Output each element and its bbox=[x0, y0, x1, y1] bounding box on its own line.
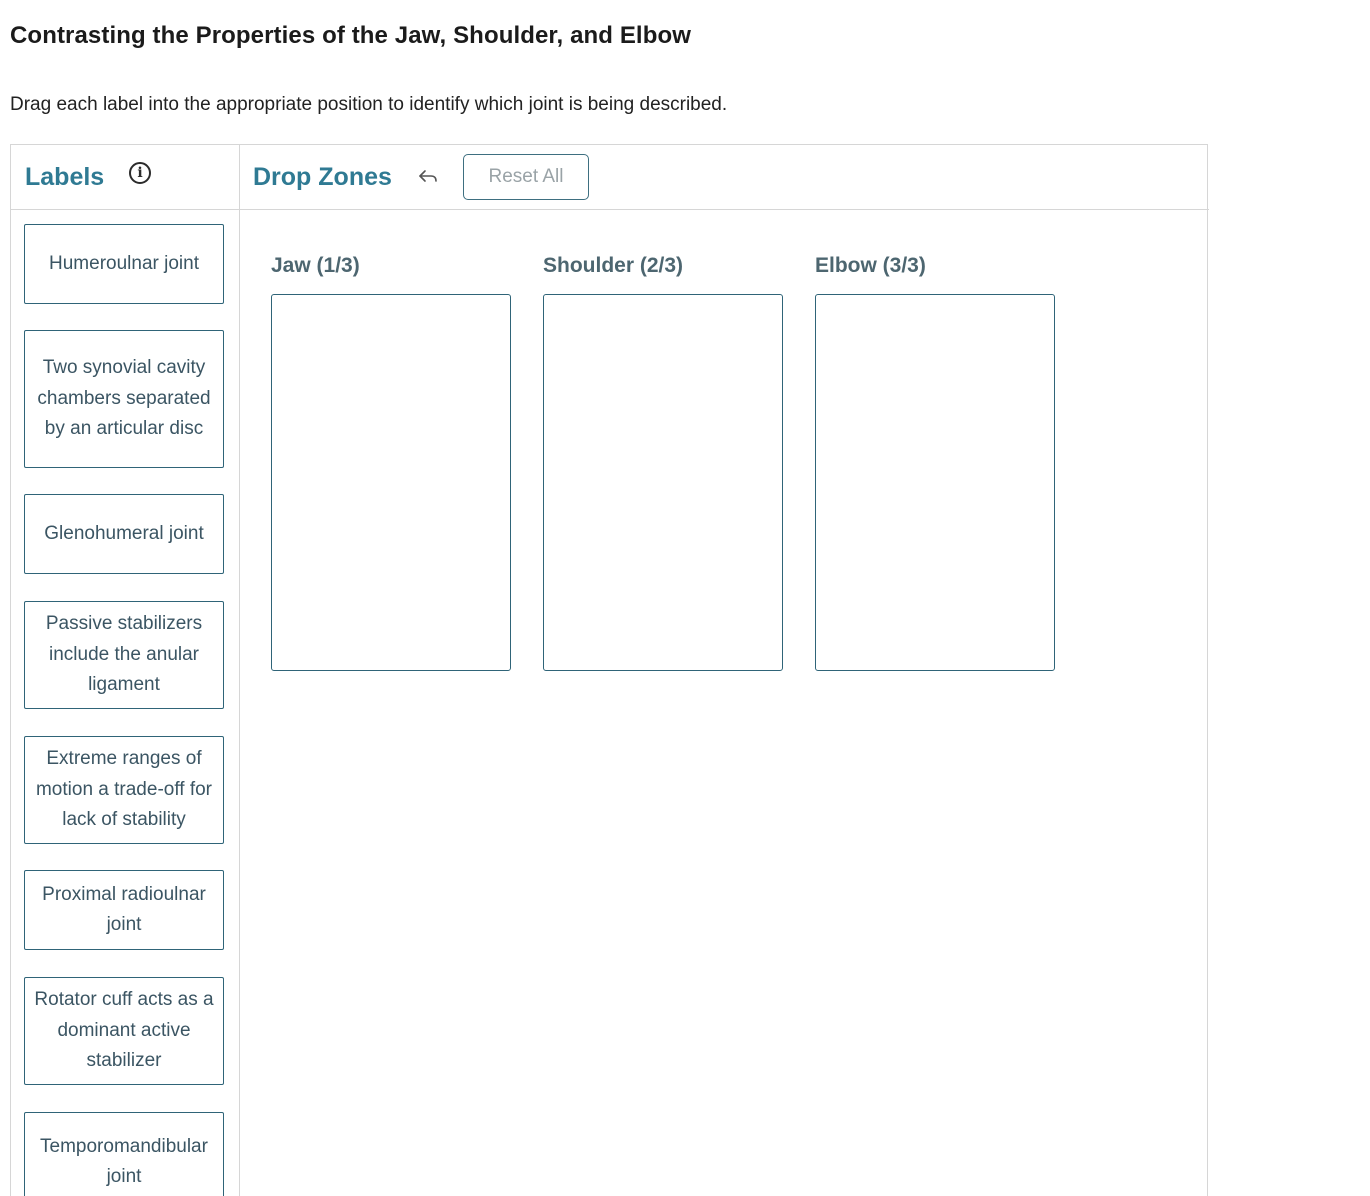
label-rotator-cuff[interactable]: Rotator cuff acts as a dominant active stabilizer bbox=[24, 977, 224, 1085]
page-title: Contrasting the Properties of the Jaw, Shoulder, and Elbow bbox=[10, 22, 691, 49]
info-icon[interactable]: i bbox=[129, 162, 151, 184]
drop-zone-jaw-title: Jaw (1/3) bbox=[271, 254, 360, 277]
drop-zone-jaw-column bbox=[271, 253, 511, 279]
drop-zone-shoulder-column bbox=[543, 253, 783, 279]
label-temporomandibular-joint[interactable]: Temporomandibular joint bbox=[24, 1112, 224, 1196]
labels-header bbox=[11, 145, 239, 210]
drop-zone-shoulder[interactable] bbox=[543, 294, 783, 671]
label-glenohumeral-joint[interactable]: Glenohumeral joint bbox=[24, 494, 224, 574]
labels-panel bbox=[11, 145, 240, 1196]
instructions-text: Drag each label into the appropriate position to identify which joint is being described. bbox=[10, 94, 728, 115]
drop-zones-header bbox=[239, 145, 1209, 210]
label-proximal-radioulnar[interactable]: Proximal radioulnar joint bbox=[24, 870, 224, 950]
drag-drop-activity bbox=[10, 144, 1208, 1196]
drop-zone-jaw[interactable] bbox=[271, 294, 511, 671]
drop-zones-title: Drop Zones bbox=[253, 163, 392, 191]
label-two-synovial-cavity[interactable]: Two synovial cavity chambers separated by an articular disc bbox=[24, 330, 224, 468]
drop-zone-elbow[interactable] bbox=[815, 294, 1055, 671]
undo-arrow-icon[interactable] bbox=[417, 165, 439, 187]
label-humeroulnar-joint[interactable]: Humeroulnar joint bbox=[24, 224, 224, 304]
drop-zone-shoulder-title: Shoulder (2/3) bbox=[543, 254, 684, 277]
label-passive-stabilizers[interactable]: Passive stabilizers include the anular ligament bbox=[24, 601, 224, 709]
drop-zone-elbow-column bbox=[815, 253, 1055, 279]
reset-all-button[interactable]: Reset All bbox=[463, 154, 589, 200]
drop-zone-elbow-title: Elbow (3/3) bbox=[815, 254, 926, 277]
label-extreme-ranges[interactable]: Extreme ranges of motion a trade-off for lack of stability bbox=[24, 736, 224, 844]
labels-title: Labels bbox=[25, 163, 105, 191]
